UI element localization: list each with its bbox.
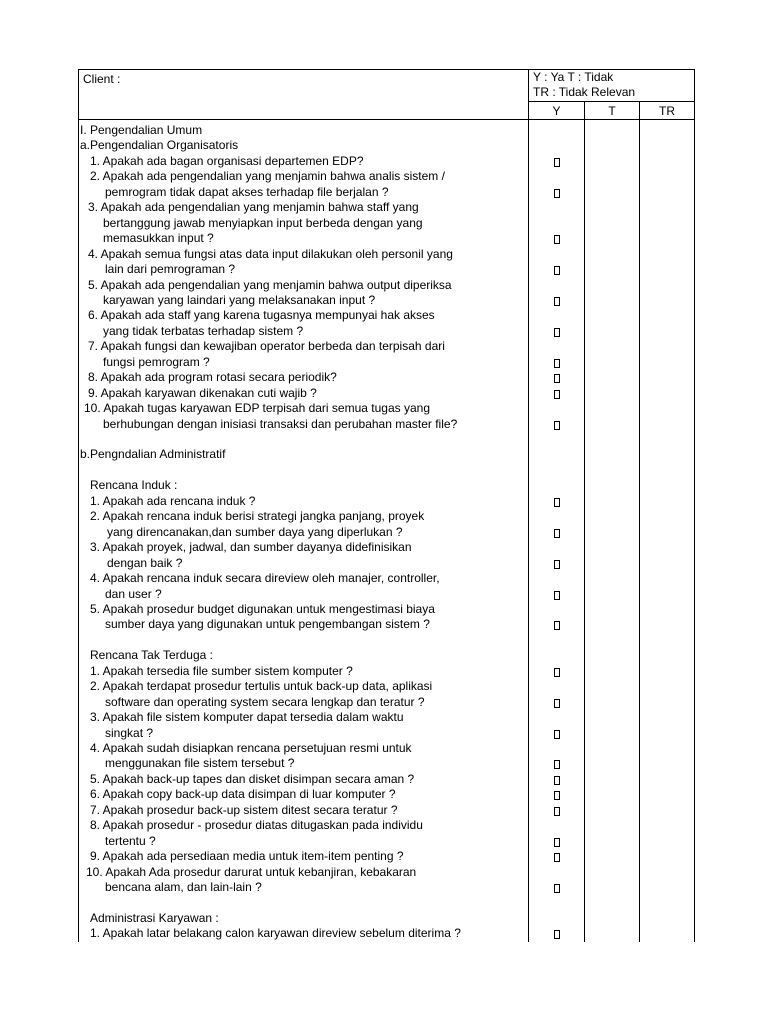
checklist-question-line: 1. Apakah ada rencana induk ?: [90, 493, 256, 508]
checkbox-y[interactable]: [554, 158, 560, 167]
checklist-question-line: dengan baik ?: [107, 555, 183, 570]
checklist-question-line: karyawan yang laindari yang melaksanakan input ?: [103, 292, 376, 307]
checkbox-y[interactable]: [554, 668, 560, 677]
column-header-tr: TR: [659, 104, 675, 118]
checkbox-y[interactable]: [554, 498, 560, 507]
checklist-question-line: 1. Apakah ada bagan organisasi departemen EDP?: [90, 153, 364, 168]
checklist-question-line: 9. Apakah ada persediaan media untuk item-item penting ?: [90, 849, 404, 864]
checklist-question-line: fungsi pemrogram ?: [103, 354, 210, 369]
checkbox-y[interactable]: [554, 838, 560, 847]
checkbox-y[interactable]: [554, 189, 560, 198]
checkbox-y[interactable]: [554, 776, 560, 785]
divider-y-t: [584, 101, 585, 942]
checklist-question-line: 1. Apakah latar belakang calon karyawan direview sebelum diterima ?: [90, 926, 461, 941]
checklist-question-line: 10. Apakah Ada prosedur darurat untuk kebanjiran, kebakaran: [86, 864, 417, 879]
checklist-question-line: 4. Apakah sudah disiapkan rencana persetujuan resmi untuk: [90, 741, 412, 755]
checklist-question-line: singkat ?: [105, 725, 154, 740]
checklist-question-line: 7. Apakah fungsi dan kewajiban operator berbeda dan terpisah dari: [88, 339, 445, 354]
checklist-question-line: bencana alam, dan lain-lain ?: [105, 880, 262, 895]
checklist-question-line: 8. Apakah ada program rotasi secara periodik?: [88, 370, 337, 385]
checklist-question-line: 6. Apakah ada staff yang karena tugasnya mempunyai hak akses: [88, 308, 435, 323]
checklist-question-line: 3. Apakah proyek, jadwal, dan sumber dayanya didefinisikan: [90, 540, 412, 555]
checkbox-y[interactable]: [554, 791, 560, 800]
border-left: [78, 69, 79, 942]
checkbox-y[interactable]: [554, 328, 560, 337]
legend-line-2: TR : Tidak Relevan: [533, 85, 636, 99]
checklist-question-line: lain dari pemrograman ?: [105, 262, 236, 277]
checklist-question-line: dan user ?: [105, 586, 162, 601]
checkbox-y[interactable]: [554, 421, 560, 430]
checklist-question-line: 2. Apakah rencana induk berisi strategi jangka panjang, proyek: [90, 509, 425, 524]
checklist-question-line: 6. Apakah copy back-up data disimpan di luar komputer ?: [90, 787, 396, 802]
divider-question-column: [528, 69, 529, 942]
checklist-question-line: software dan operating system secara lengkap dan teratur ?: [105, 694, 425, 709]
checkbox-y[interactable]: [554, 266, 560, 275]
checkbox-y[interactable]: [554, 235, 560, 244]
checklist-question-line: Administrasi Karyawan :: [90, 910, 219, 925]
checkbox-y[interactable]: [554, 807, 560, 816]
checklist-question-line: 2. Apakah ada pengendalian yang menjamin bahwa analis sistem /: [90, 169, 445, 184]
checklist-question-line: memasukkan input ?: [103, 231, 214, 246]
checkbox-y[interactable]: [554, 730, 560, 739]
checklist-question-line: yang direncanakan,dan sumber daya yang diperlukan ?: [107, 524, 403, 539]
checklist-question-line: Rencana Induk :: [90, 478, 178, 493]
column-header-t: T: [608, 104, 616, 118]
checklist-question-line: bertanggung jawab menyiapkan input berbeda dengan yang: [103, 215, 423, 230]
checklist-question-line: tertentu ?: [105, 833, 156, 848]
legend-line-1: Y : Ya T : Tidak: [533, 70, 614, 84]
divider-t-tr: [639, 101, 640, 942]
checkbox-y[interactable]: [554, 297, 560, 306]
checkbox-y[interactable]: [554, 760, 560, 769]
client-label: Client :: [83, 72, 121, 86]
checklist-question-line: b.Pengndalian Administratif: [80, 447, 226, 462]
checkbox-y[interactable]: [554, 884, 560, 893]
checkbox-y[interactable]: [554, 621, 560, 630]
border-columns-header-top: [528, 101, 695, 102]
border-right: [694, 69, 695, 942]
checklist-question-line: a.Pengendalian Organisatoris: [80, 138, 239, 153]
checklist-question-line: pemrogram tidak dapat akses terhadap file berjalan ?: [105, 184, 389, 199]
checklist-question-line: Rencana Tak Terduga :: [90, 648, 213, 663]
checklist-question-line: 3. Apakah ada pengendalian yang menjamin bahwa staff yang: [88, 200, 419, 215]
checkbox-y[interactable]: [554, 930, 560, 939]
checklist-question-line: 5. Apakah back-up tapes dan disket disimpan secara aman ?: [90, 771, 415, 786]
checklist-question-line: 5. Apakah ada pengendalian yang menjamin bahwa output diperiksa: [88, 277, 452, 292]
checklist-question-line: 1. Apakah tersedia file sumber sistem komputer ?: [90, 663, 353, 678]
checklist-question-line: 5. Apakah prosedur budget digunakan untuk mengestimasi biaya: [90, 601, 435, 616]
checklist-question-line: 7. Apakah prosedur back-up sistem ditest secara teratur ?: [90, 802, 398, 817]
checklist-question-line: 4. Apakah semua fungsi atas data input dilakukan oleh personil yang: [88, 246, 453, 261]
checklist-question-line: menggunakan file sistem tersebut ?: [105, 756, 295, 771]
checkbox-y[interactable]: [554, 390, 560, 399]
checklist-question-line: 8. Apakah prosedur - prosedur diatas ditugaskan pada individu: [90, 818, 423, 833]
checklist-question-line: 10. Apakah tugas karyawan EDP terpisah dari semua tugas yang: [84, 401, 430, 416]
checkbox-y[interactable]: [554, 374, 560, 383]
column-header-y: Y: [552, 104, 561, 118]
checkbox-y[interactable]: [554, 529, 560, 538]
checkbox-y[interactable]: [554, 560, 560, 569]
checklist-question-line: yang tidak terbatas terhadap sistem ?: [103, 323, 304, 338]
checklist-question-line: berhubungan dengan inisiasi transaksi dan perubahan master file?: [103, 416, 458, 431]
checklist-question-line: 2. Apakah terdapat prosedur tertulis untuk back-up data, aplikasi: [90, 679, 433, 694]
checklist-question-line: 9. Apakah karyawan dikenakan cuti wajib ?: [88, 385, 317, 400]
checkbox-y[interactable]: [554, 591, 560, 600]
checkbox-y[interactable]: [554, 853, 560, 862]
checkbox-y[interactable]: [554, 359, 560, 368]
checklist-question-line: I. Pengendalian Umum: [80, 123, 203, 137]
checklist-question-line: 3. Apakah file sistem komputer dapat tersedia dalam waktu: [90, 710, 404, 725]
checkbox-y[interactable]: [554, 699, 560, 708]
checklist-question-line: 4. Apakah rencana induk secara direview oleh manajer, controller,: [90, 571, 440, 586]
checklist-question-line: sumber daya yang digunakan untuk pengembangan sistem ?: [105, 617, 430, 632]
border-header-bottom: [78, 119, 695, 120]
